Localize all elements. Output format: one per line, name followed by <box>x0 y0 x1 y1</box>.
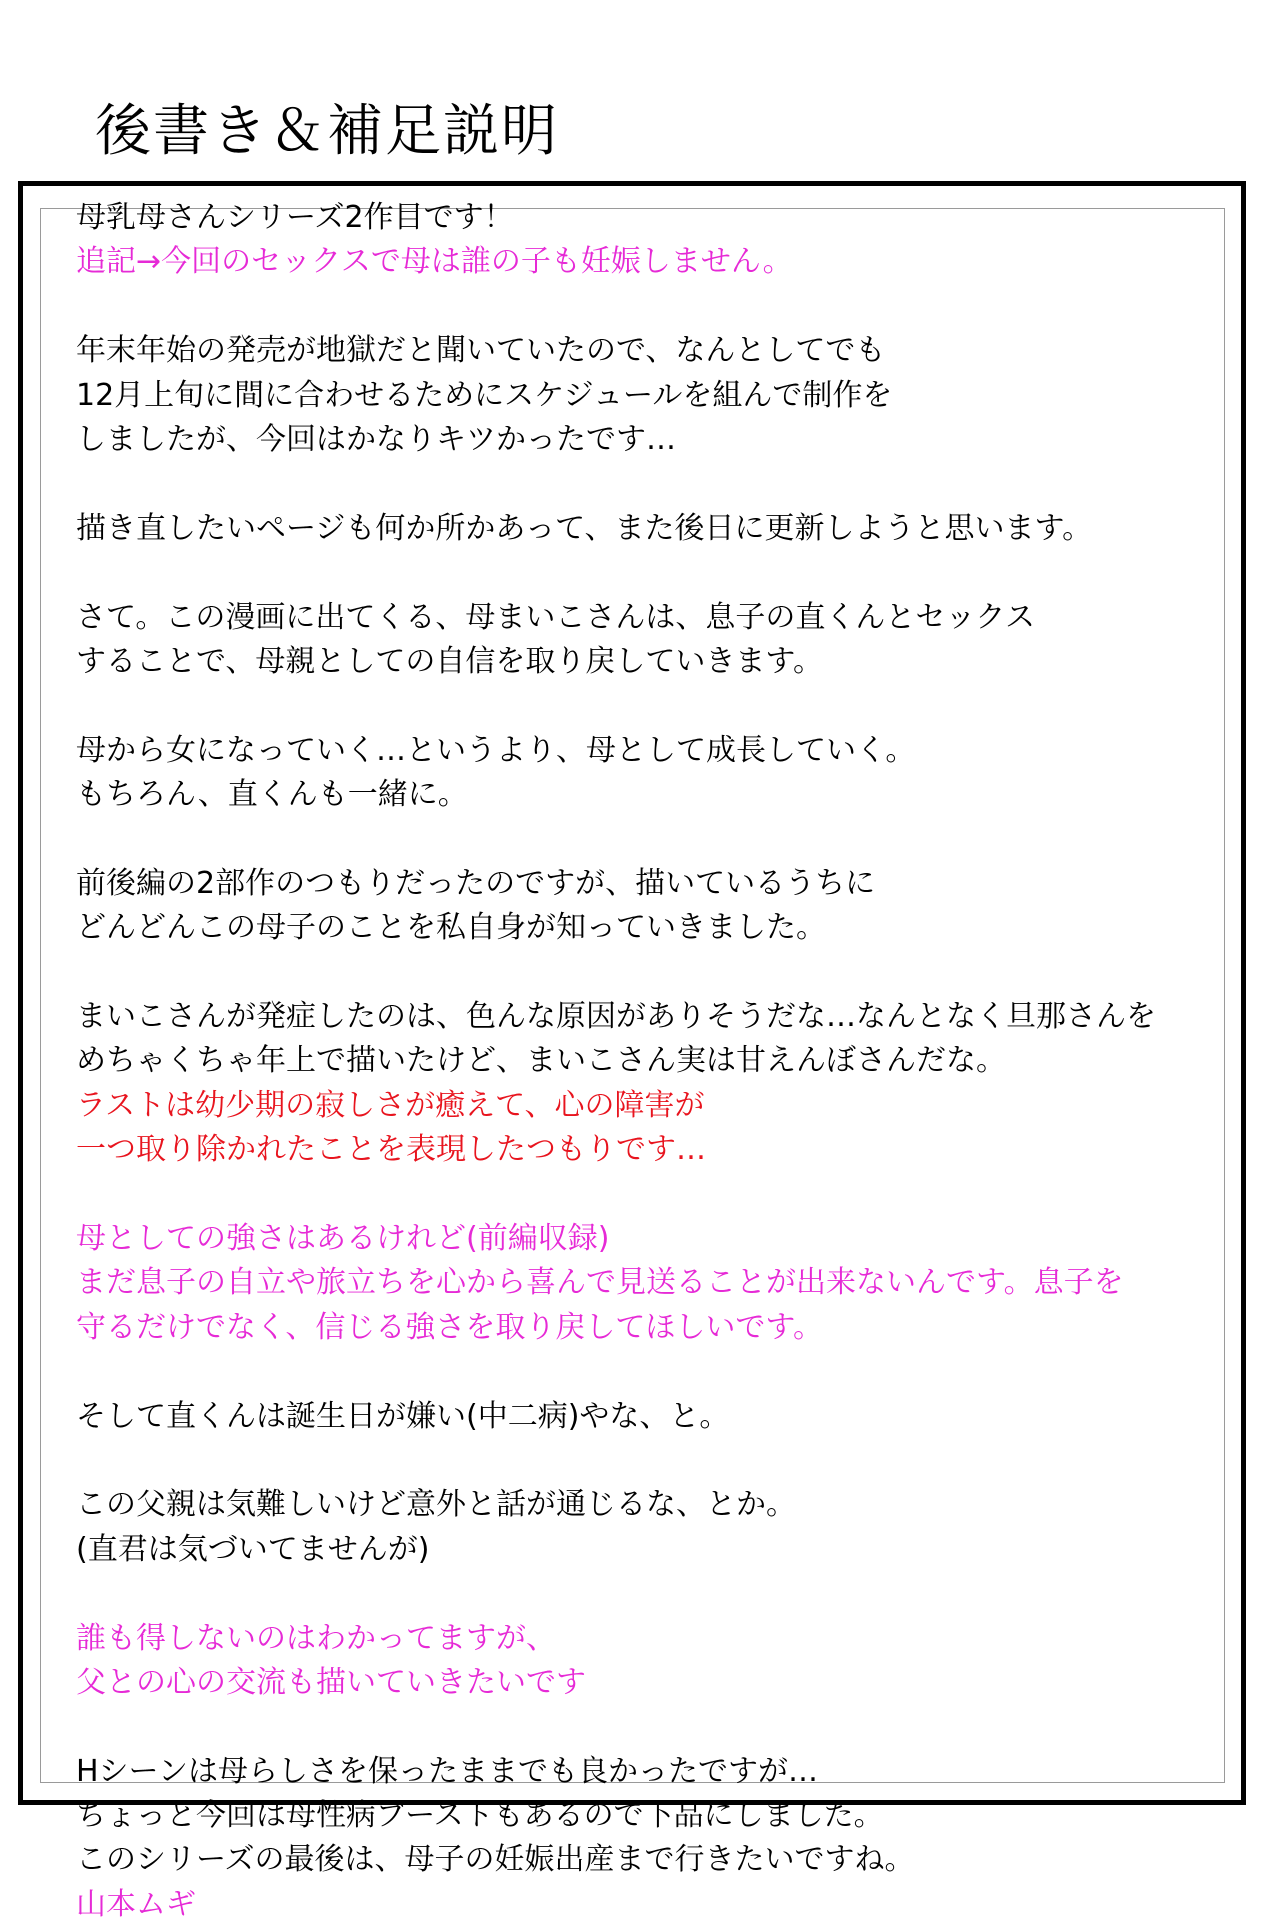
text-line: 前後編の2部作のつもりだったのですが、描いているうちに <box>76 865 876 901</box>
text-line: この父親は気難しいけど意外と話が通じるな、とか。 <box>76 1487 796 1523</box>
paragraph-gap <box>76 817 1206 861</box>
text-line: もちろん、直くんも一緒に。 <box>76 777 468 813</box>
paragraph-gap <box>76 462 1206 506</box>
paragraph-gap <box>76 551 1206 595</box>
paragraph-gap <box>76 684 1206 728</box>
magenta-text-line: 誰も得しないのはわかってますが、 <box>76 1620 556 1656</box>
paragraph-gap <box>76 1705 1206 1749</box>
text-line: めちゃくちゃ年上で描いたけど、まいこさん実は甘えんぼさんだな。 <box>76 1043 1006 1079</box>
text-line: まいこさんが発症したのは、色んな原因がありそうだな…なんとなく旦那さんを <box>76 999 1156 1035</box>
page-title: 後書き＆補足説明 <box>95 99 559 164</box>
paragraph-gap <box>76 1439 1206 1483</box>
magenta-text-line: まだ息子の自立や旅立ちを心から喜んで見送ることが出来ないんです。息子を <box>76 1265 1124 1301</box>
text-line: そして直くんは誕生日が嫌い(中二病)やな、と。 <box>76 1398 730 1434</box>
text-line: ちょっと今回は母性病ブーストもあるので下品にしました。 <box>76 1798 884 1834</box>
magenta-text-line: 父との心の交流も描いていきたいです <box>76 1664 586 1700</box>
text-line: (直君は気づいてませんが) <box>76 1531 430 1567</box>
text-line: しましたが、今回はかなりキツかったです… <box>76 421 676 457</box>
paragraph-gap <box>76 951 1206 995</box>
magenta-text-line: 守るだけでなく、信じる強さを取り戻してほしいです。 <box>76 1309 823 1345</box>
afterword-body <box>76 196 1206 1927</box>
magenta-text-line: 追記→今回のセックスで母は誰の子も妊娠しません。 <box>76 244 793 280</box>
text-line: 描き直したいページも何か所かあって、また後日に更新しようと思います。 <box>76 510 1093 546</box>
text-line: どんどんこの母子のことを私自身が知っていきました。 <box>76 910 826 946</box>
text-line: することで、母親としての自信を取り戻していきます。 <box>76 643 823 679</box>
paragraph-gap <box>76 285 1206 329</box>
text-line: Hシーンは母らしさを保ったままでも良かったですが… <box>76 1753 818 1789</box>
red-text-line: ラストは幼少期の寂しさが癒えて、心の障害が <box>76 1087 705 1123</box>
text-line: 年末年始の発売が地獄だと聞いていたので、なんとしてでも <box>76 333 886 369</box>
magenta-text-line: 母としての強さはあるけれど(前編収録) <box>76 1220 610 1256</box>
red-text-line: 一つ取り除かれたことを表現したつもりです… <box>76 1132 706 1168</box>
text-line: このシリーズの最後は、母子の妊娠出産まで行きたいですね。 <box>76 1842 915 1878</box>
magenta-text-line: 山本ムギ <box>76 1886 196 1922</box>
paragraph-gap <box>76 1572 1206 1616</box>
paragraph-gap <box>76 1173 1206 1217</box>
text-line: 母乳母さんシリーズ2作目です！ <box>76 200 514 235</box>
text-line: 12月上旬に間に合わせるためにスケジュールを組んで制作を <box>76 377 893 413</box>
text-line: 母から女になっていく…というより、母として成長していく。 <box>76 732 916 768</box>
paragraph-gap <box>76 1350 1206 1394</box>
text-line: さて。この漫画に出てくる、母まいこさんは、息子の直くんとセックス <box>76 599 1036 635</box>
